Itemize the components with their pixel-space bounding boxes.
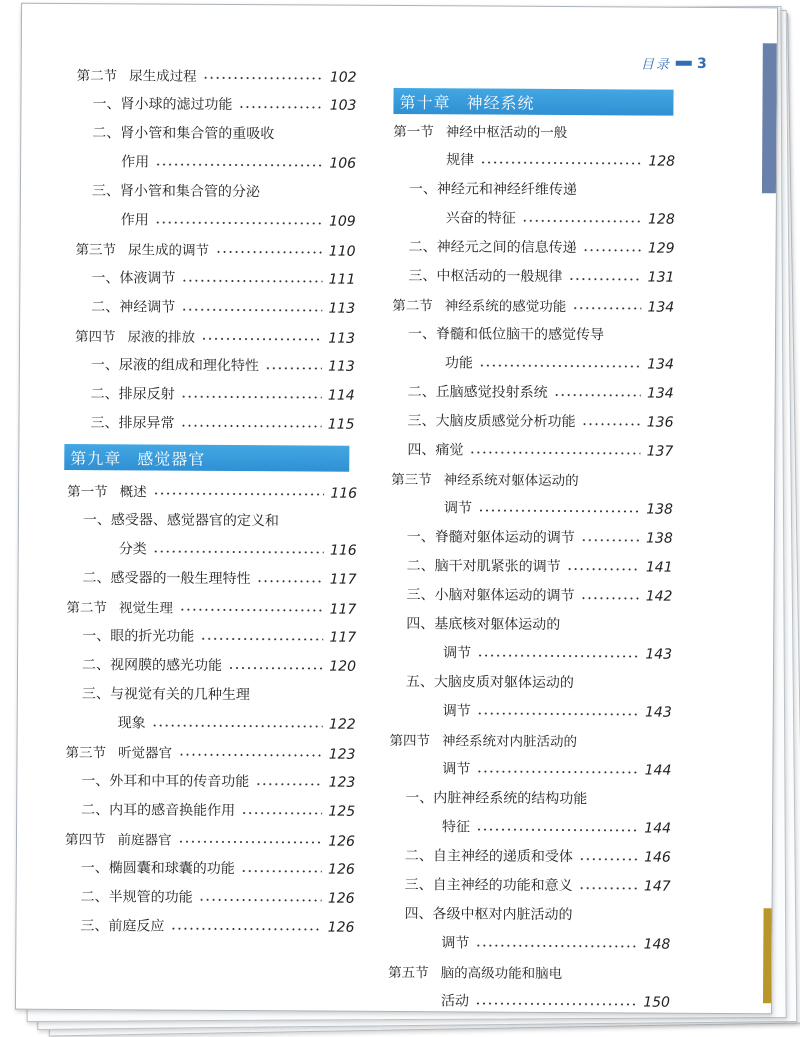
section-title: 神经系统对躯体运动的 — [443, 472, 579, 490]
page-ref: 126 — [327, 919, 355, 936]
running-head-title: 目录 — [640, 57, 672, 73]
toc-entry — [81, 770, 355, 792]
toc-entry — [91, 267, 355, 289]
leader-dots — [477, 712, 639, 715]
section-title: 听觉器官 — [117, 745, 173, 762]
page-ref: 138 — [646, 530, 673, 547]
section-title: 神经系统的感觉功能 — [444, 298, 567, 316]
entry-label: 二、自主神经的递质和受体 — [404, 848, 573, 866]
toc-entry — [409, 178, 577, 199]
leader-dots — [478, 509, 640, 512]
page-ref: 143 — [645, 646, 673, 663]
page-ref: 128 — [648, 153, 676, 170]
toc-entry — [91, 354, 355, 376]
section-title: 神经中枢活动的一般 — [445, 124, 568, 142]
entry-continuation-label: 规律 — [446, 152, 475, 169]
entry-label: 四、各级中枢对内脏活动的 — [404, 906, 573, 924]
leader-dots — [469, 451, 640, 454]
toc-entry — [83, 509, 279, 530]
page-ref: 111 — [328, 271, 356, 288]
page-ref: 141 — [645, 559, 673, 576]
leader-dots — [583, 249, 642, 251]
entry-continuation-label: 兴奋的特征 — [445, 210, 516, 227]
entry-label: 一、尿液的组成和理化特性 — [90, 357, 259, 375]
section-number: 第一节 — [393, 123, 434, 141]
leader-dots — [155, 222, 323, 225]
entry-label: 一、内脏神经系统的结构功能 — [405, 790, 588, 808]
toc-entry — [405, 787, 587, 808]
page-ref: 115 — [327, 416, 355, 433]
entry-label: 一、体液调节 — [91, 270, 176, 287]
chapter-heading — [393, 88, 673, 116]
toc-section-heading — [393, 120, 567, 141]
page-ref: 114 — [327, 387, 355, 404]
toc-section-heading — [75, 325, 355, 347]
page-ref: 116 — [330, 485, 358, 502]
leader-dots — [572, 307, 641, 309]
leader-dots — [479, 365, 641, 368]
entry-continuation-label: 调节 — [443, 645, 472, 662]
leader-dots — [152, 725, 323, 728]
page-ref: 110 — [328, 243, 356, 260]
page-ref: 143 — [644, 704, 672, 721]
chapter-title: 感觉器官 — [137, 448, 206, 469]
leader-dots — [180, 425, 321, 428]
entry-label: 三、自主神经的功能和意义 — [404, 877, 573, 895]
toc-entry — [405, 845, 671, 867]
section-number: 第二节 — [76, 68, 118, 85]
toc-entry — [408, 381, 674, 403]
section-number: 第一节 — [67, 483, 108, 501]
section-title: 视觉生理 — [118, 600, 173, 617]
toc-entry — [81, 799, 355, 821]
section-title: 尿生成的调节 — [128, 242, 210, 259]
leader-dots — [228, 667, 323, 670]
entry-label: 二、丘脑感觉投射系统 — [407, 384, 548, 401]
toc-entry — [407, 410, 673, 432]
toc-entry — [406, 671, 574, 692]
entry-label: 一、神经元和神经纤维传递 — [408, 181, 577, 199]
toc-section-heading — [390, 729, 578, 750]
page-ref: 128 — [647, 211, 675, 228]
leader-dots — [179, 609, 324, 612]
leader-dots — [181, 396, 322, 399]
entry-label: 三、与视觉有关的几种生理 — [81, 686, 250, 704]
toc-section-heading — [66, 596, 356, 618]
page-number: 3 — [696, 55, 707, 72]
section-title: 前庭器官 — [117, 832, 172, 849]
entry-label: 二、神经元之间的信息传递 — [408, 239, 577, 257]
page-ref: 147 — [643, 878, 671, 895]
section-title: 脑的高级功能和脑电 — [440, 965, 563, 983]
leader-dots — [580, 597, 639, 599]
leader-dots — [181, 280, 322, 283]
section-number: 第三节 — [65, 744, 107, 762]
entry-label: 四、基底核对躯体运动的 — [406, 616, 561, 634]
toc-page — [15, 3, 778, 1015]
entry-label: 二、脑干对肌紧张的调节 — [406, 558, 561, 576]
page-ref: 109 — [328, 213, 356, 230]
toc-entry-continuation — [444, 497, 673, 518]
section-number: 第四节 — [64, 831, 106, 849]
page-ref: 106 — [329, 155, 357, 172]
toc-entry — [81, 886, 355, 908]
leader-dots — [581, 539, 640, 541]
page-ref: 113 — [328, 300, 356, 317]
section-number: 第四节 — [74, 329, 116, 346]
section-number: 第二节 — [392, 297, 433, 315]
entry-label: 三、中枢活动的一般规律 — [408, 268, 563, 286]
page-ref: 144 — [644, 762, 672, 779]
page-ref: 113 — [328, 330, 356, 347]
toc-section-heading — [76, 238, 356, 260]
toc-section-heading — [65, 741, 355, 763]
toc-section-heading — [77, 64, 357, 86]
entry-label: 二、视网膜的感光功能 — [81, 657, 223, 674]
page-ref: 142 — [645, 588, 673, 605]
page-edge-mark — [762, 43, 777, 193]
entry-continuation-label: 特征 — [442, 819, 471, 836]
page-ref: 126 — [328, 861, 355, 878]
entry-continuation-label: 功能 — [444, 355, 473, 372]
page-ref: 150 — [643, 994, 671, 1011]
toc-entry — [80, 915, 354, 937]
page-ref: 134 — [647, 299, 675, 316]
page-ref: 137 — [646, 443, 674, 460]
toc-entry-continuation — [441, 932, 670, 953]
toc-entry — [404, 903, 572, 924]
toc-entry-continuation — [441, 990, 670, 1011]
leader-dots — [554, 394, 641, 397]
page-ref: 113 — [328, 358, 355, 375]
toc-entry — [82, 625, 356, 647]
toc-entry — [82, 683, 250, 704]
leader-dots — [582, 423, 641, 425]
entry-label: 三、小脑对躯体运动的调节 — [406, 587, 575, 605]
toc-entry — [90, 412, 354, 434]
chapter-heading — [64, 444, 349, 472]
leader-dots — [568, 278, 641, 280]
section-title: 尿液的排放 — [127, 329, 196, 346]
section-number: 第三节 — [75, 242, 117, 259]
chapter-number: 第九章 — [70, 448, 122, 468]
leader-dots — [178, 754, 323, 757]
toc-section-heading — [65, 828, 355, 850]
toc-section-heading — [388, 961, 562, 982]
entry-continuation-label: 调节 — [441, 935, 470, 952]
leader-dots — [480, 162, 642, 165]
section-title: 神经系统对内脏活动的 — [442, 733, 578, 751]
page-ref: 148 — [643, 936, 671, 953]
entry-label: 一、外耳和中耳的传音功能 — [81, 773, 250, 791]
entry-label: 一、眼的折光功能 — [82, 628, 195, 645]
entry-label: 一、感受器、感觉器官的定义和 — [82, 512, 279, 530]
leader-dots — [155, 164, 323, 167]
entry-continuation-label: 调节 — [443, 500, 473, 517]
leader-dots — [153, 551, 324, 554]
leader-dots — [255, 783, 322, 785]
leader-dots — [199, 899, 322, 902]
toc-entry-continuation — [442, 816, 671, 837]
section-number: 第四节 — [389, 732, 431, 750]
toc-section-heading — [67, 480, 357, 502]
entry-label: 三、大脑皮质感觉分析功能 — [407, 413, 576, 431]
page-ref: 126 — [327, 890, 355, 907]
toc-section-heading — [392, 294, 674, 316]
toc-entry-continuation — [121, 151, 356, 172]
entry-continuation-label: 活动 — [440, 993, 470, 1010]
entry-label: 二、感受器的一般生理特性 — [82, 570, 251, 588]
leader-dots — [203, 77, 324, 80]
entry-label: 四、痛觉 — [407, 442, 464, 459]
page-ref: 131 — [647, 269, 675, 286]
entry-label: 五、大脑皮质对躯体运动的 — [405, 674, 574, 692]
toc-entry — [408, 265, 674, 287]
leader-dots — [241, 870, 322, 872]
toc-entry-continuation — [445, 352, 674, 373]
leader-dots — [475, 944, 637, 947]
page-ref: 123 — [328, 774, 356, 791]
entry-label: 二、肾小管和集合管的重吸收 — [92, 125, 275, 143]
leader-dots — [257, 580, 324, 582]
toc-entry-continuation — [442, 758, 671, 779]
page-ref: 102 — [329, 69, 357, 86]
toc-entry — [92, 180, 260, 201]
entry-continuation-label: 分类 — [118, 541, 147, 558]
leader-dots — [579, 858, 638, 860]
leader-dots — [153, 493, 325, 496]
leader-dots — [265, 367, 322, 369]
running-head-bar — [676, 61, 692, 66]
entry-label: 一、脊髓和低位脑干的感觉传导 — [408, 326, 605, 344]
page-ref: 117 — [329, 601, 357, 618]
entry-continuation-label: 现象 — [117, 715, 146, 732]
page-ref: 136 — [646, 414, 674, 431]
toc-entry — [92, 122, 274, 143]
page-ref: 126 — [328, 833, 356, 850]
leader-dots — [238, 106, 323, 109]
entry-label: 一、脊髓对躯体运动的调节 — [406, 529, 575, 547]
leader-dots — [241, 812, 322, 814]
page-ref: 144 — [644, 820, 672, 837]
page-ref: 120 — [329, 658, 357, 675]
entry-label: 二、半规管的功能 — [80, 889, 193, 906]
section-number: 第五节 — [388, 964, 429, 982]
page-ref: 146 — [644, 849, 671, 866]
leader-dots — [522, 220, 642, 223]
page-ref: 134 — [647, 356, 674, 373]
entry-label: 二、排尿反射 — [90, 386, 175, 403]
toc-entry — [405, 874, 671, 896]
toc-section-heading — [391, 468, 579, 489]
leader-dots — [170, 928, 321, 931]
toc-entry — [407, 555, 673, 577]
section-number: 第三节 — [391, 471, 432, 489]
toc-entry — [82, 654, 356, 676]
entry-label: 二、内耳的感音换能作用 — [81, 802, 236, 820]
section-title: 尿生成过程 — [129, 68, 197, 85]
page-ref: 122 — [328, 716, 356, 733]
page-ref: 116 — [329, 542, 357, 559]
toc-entry — [407, 439, 673, 461]
toc-entry-continuation — [446, 207, 675, 228]
section-number: 第二节 — [66, 599, 107, 617]
toc-entry-continuation — [443, 700, 672, 721]
entry-continuation-label: 作用 — [121, 154, 150, 171]
running-head — [641, 53, 707, 72]
entry-continuation-label: 作用 — [120, 212, 149, 229]
toc-entry — [91, 383, 355, 405]
toc-entry-continuation — [443, 642, 672, 663]
toc-entry-continuation — [119, 538, 357, 559]
leader-dots — [181, 309, 322, 312]
leader-dots — [215, 251, 323, 254]
page-ref: 138 — [646, 501, 674, 518]
toc-entry — [92, 93, 356, 115]
leader-dots — [201, 338, 322, 341]
toc-entry — [408, 323, 604, 344]
leader-dots — [567, 568, 640, 570]
page-ref: 103 — [329, 97, 357, 114]
page-ref: 125 — [328, 803, 356, 820]
toc-entry — [407, 526, 673, 548]
leader-dots — [476, 770, 638, 773]
toc-entry — [81, 857, 355, 879]
entry-continuation-label: 调节 — [442, 761, 471, 778]
page-edge-mark-gold — [763, 908, 772, 1003]
toc-entry — [409, 236, 675, 258]
toc-entry-continuation — [446, 149, 675, 170]
toc-entry — [406, 613, 560, 634]
chapter-number: 第十章 — [399, 92, 451, 112]
leader-dots — [579, 887, 638, 889]
section-title: 概述 — [119, 484, 147, 501]
entry-label: 一、肾小球的滤过功能 — [92, 96, 233, 113]
leader-dots — [477, 654, 639, 657]
toc-entry-continuation — [118, 712, 356, 733]
leader-dots — [475, 1002, 637, 1005]
page-ref: 123 — [328, 746, 356, 763]
leader-dots — [476, 828, 638, 831]
entry-label: 一、椭圆囊和球囊的功能 — [80, 860, 235, 878]
page-ref: 117 — [329, 571, 357, 588]
page-ref: 117 — [329, 629, 357, 646]
leader-dots — [200, 638, 323, 641]
entry-continuation-label: 调节 — [442, 703, 471, 720]
page-ref: 129 — [647, 240, 675, 257]
toc-entry — [83, 567, 357, 589]
page-ref: 134 — [646, 385, 674, 402]
entry-label: 三、前庭反应 — [80, 918, 165, 935]
entry-label: 三、排尿异常 — [90, 415, 175, 432]
entry-label: 三、肾小管和集合管的分泌 — [91, 183, 260, 201]
entry-label: 二、神经调节 — [91, 299, 176, 316]
leader-dots — [177, 841, 322, 844]
toc-entry — [91, 296, 355, 318]
toc-entry — [406, 584, 672, 606]
chapter-title: 神经系统 — [466, 92, 535, 113]
toc-entry-continuation — [121, 209, 356, 230]
